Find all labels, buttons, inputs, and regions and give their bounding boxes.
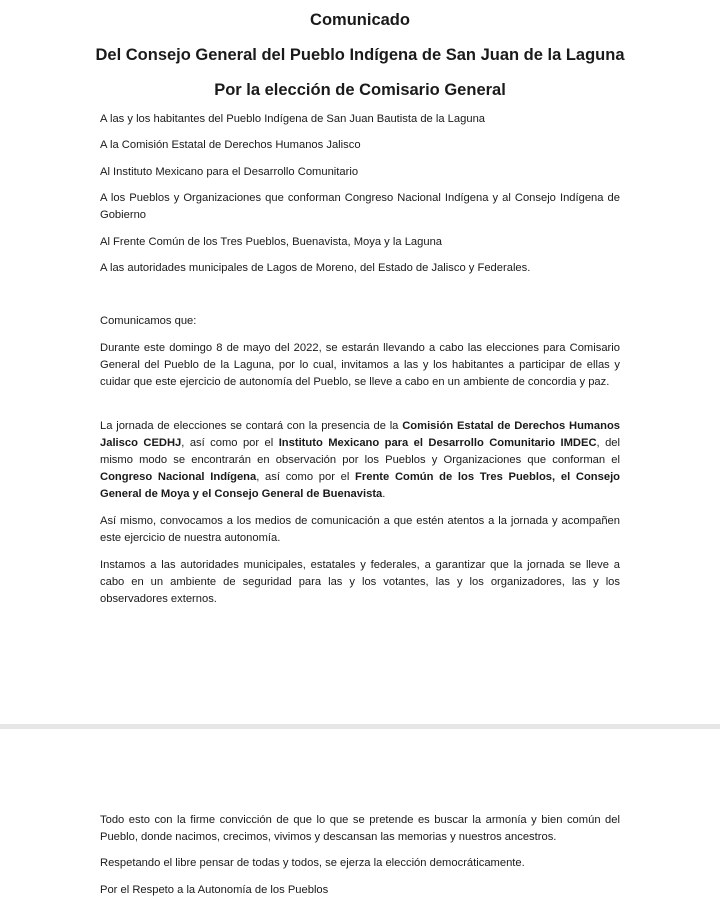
addressee-line: A las autoridades municipales de Lagos de Moreno, del Estado de Jalisco y Federales.	[100, 262, 531, 274]
document-title: Comunicado	[310, 11, 410, 29]
paragraph: Respetando el libre pensar de todas y todos, se ejerza la elección democráticamente.	[100, 857, 525, 869]
addressee-line: Al Frente Común de los Tres Pueblos, Buenavista, Moya y la Laguna	[100, 236, 443, 248]
paragraph: Así mismo, convocamos a los medios de comunicación a que estén atentos a la jornada y acompañen este ejercicio de nuestra autonomía.	[100, 515, 620, 544]
document-subtitle-2: Por la elección de Comisario General	[214, 81, 506, 99]
paragraph: Durante este domingo 8 de mayo del 2022, se estarán llevando a cabo las elecciones para Comisario General del Pueblo de la Laguna, por lo cual, invitamos a las y los habitantes a participar de ellas y cuidar que este ejercicio de autonomía del Pueblo, se lleve a cabo en un ambiente de concordia y paz.	[100, 342, 620, 388]
paragraph: Todo esto con la firme convicción de que lo que se pretende es buscar la armonía y bien común del Pueblo, donde nacimos, crecimos, vivimos y descansan las memorias y nuestros ancestros.	[100, 814, 620, 843]
addressee-line: A las y los habitantes del Pueblo Indígena de San Juan Bautista de la Laguna	[100, 113, 486, 125]
closing-line: Por el Respeto a la Autonomía de los Pueblos	[100, 884, 329, 896]
intro-text: Comunicamos que:	[100, 315, 197, 327]
addressee-line: A los Pueblos y Organizaciones que conforman Congreso Nacional Indígena y al Consejo Indígena de Gobierno	[100, 192, 620, 221]
addressee-line: Al Instituto Mexicano para el Desarrollo Comunitario	[100, 166, 359, 178]
paragraph: Instamos a las autoridades municipales, estatales y federales, a garantizar que la jornada se lleve a cabo en un ambiente de seguridad para las y los votantes, las y los organizadores, las y los observadores externos.	[100, 559, 620, 605]
document-subtitle: Del Consejo General del Pueblo Indígena de San Juan de la Laguna	[95, 46, 625, 64]
addressee-line: A la Comisión Estatal de Derechos Humanos Jalisco	[100, 139, 361, 151]
paragraph: La jornada de elecciones se contará con la presencia de la Comisión Estatal de Derechos Humanos Jalisco CEDHJ, así como por el Instituto Mexicano para el Desarrollo Comunitario IMDEC, del mismo modo se encontrarán en observación por los Pueblos y Organizaciones que conforman el Congreso Nacional Indígena, así como por el Frente Común de los Tres Pueblos, el Consejo General de Moya y el Consejo General de Buenavista.	[100, 420, 621, 500]
